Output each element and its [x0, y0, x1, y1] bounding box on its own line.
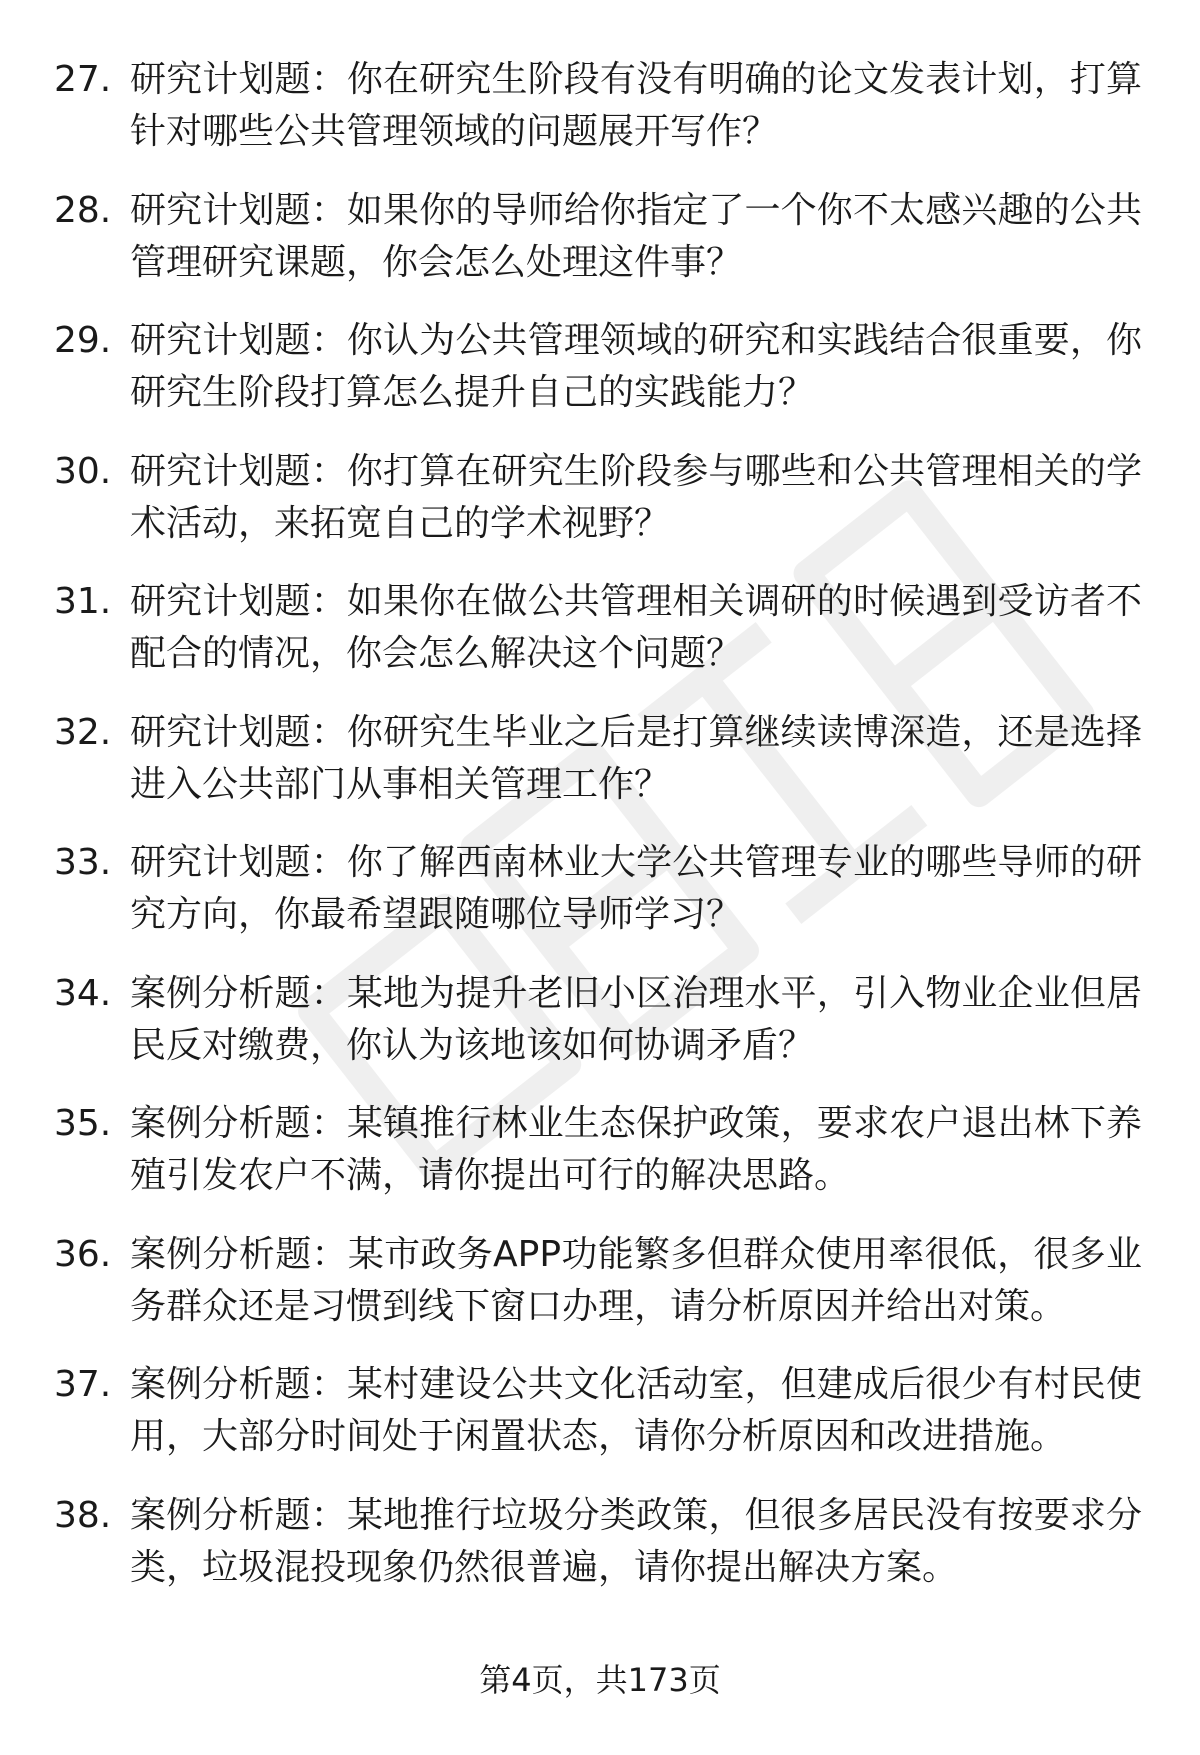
page-footer: [0, 1658, 1200, 1702]
question-number: 38.: [54, 1494, 112, 1536]
question-item: [0, 968, 1200, 1099]
question-text: 研究计划题：如果你的导师给你指定了一个你不太感兴趣的公共管理研究课题，你会怎么处理这件事？: [130, 189, 1142, 283]
question-text: 案例分析题：某村建设公共文化活动室，但建成后很少有村民使用，大部分时间处于闲置状态，请你分析原因和改进措施。: [130, 1364, 1142, 1457]
question-item: [0, 446, 1200, 577]
question-text: 研究计划题：你打算在研究生阶段参与哪些和公共管理相关的学术活动，来拓宽自己的学术视野？: [130, 450, 1142, 544]
question-text: 研究计划题：你在研究生阶段有没有明确的论文发表计划，打算针对哪些公共管理领域的问题展开写作？: [130, 59, 1142, 152]
question-number: 31.: [54, 581, 112, 622]
question-item: [0, 1229, 1200, 1360]
question-item: [0, 837, 1200, 968]
question-number: 32.: [54, 711, 112, 753]
question-text: 案例分析题：某镇推行林业生态保护政策，要求农户退出林下养殖引发农户不满，请你提出可行的解决思路。: [130, 1103, 1142, 1196]
question-text: 研究计划题：你认为公共管理领域的研究和实践结合很重要，你研究生阶段打算怎么提升自己的实践能力？: [130, 320, 1142, 413]
question-item: [0, 315, 1200, 446]
question-number: 27.: [54, 59, 112, 100]
question-item: [0, 1490, 1200, 1621]
question-number: 30.: [54, 450, 112, 492]
page-number-label: 第4页，共173页: [479, 1661, 721, 1699]
question-text: 研究计划题：如果你在做公共管理相关调研的时候遇到受访者不配合的情况，你会怎么解决这个问题？: [130, 581, 1142, 674]
question-item: [0, 185, 1200, 316]
question-item: [0, 54, 1200, 185]
question-number: 34.: [54, 972, 112, 1014]
question-list: [0, 54, 1200, 1620]
question-number: 37.: [54, 1364, 112, 1405]
question-item: [0, 576, 1200, 707]
question-text: 案例分析题：某地为提升老旧小区治理水平，引入物业企业但居民反对缴费，你认为该地该如何协调矛盾？: [130, 972, 1142, 1066]
question-text: 案例分析题：某市政务APP功能繁多但群众使用率很低，很多业务群众还是习惯到线下窗口办理，请分析原因并给出对策。: [130, 1233, 1142, 1327]
question-item: [0, 707, 1200, 838]
question-text: 研究计划题：你研究生毕业之后是打算继续读博深造，还是选择进入公共部门从事相关管理工作？: [130, 711, 1142, 805]
question-number: 29.: [54, 320, 112, 361]
question-item: [0, 1098, 1200, 1229]
question-number: 28.: [54, 189, 112, 231]
question-text: 研究计划题：你了解西南林业大学公共管理专业的哪些导师的研究方向，你最希望跟随哪位导师学习？: [130, 842, 1142, 935]
question-number: 36.: [54, 1233, 112, 1275]
question-number: 35.: [54, 1103, 112, 1144]
question-number: 33.: [54, 842, 112, 883]
question-item: [0, 1359, 1200, 1490]
question-text: 案例分析题：某地推行垃圾分类政策，但很多居民没有按要求分类，垃圾混投现象仍然很普遍，请你提出解决方案。: [130, 1494, 1142, 1588]
